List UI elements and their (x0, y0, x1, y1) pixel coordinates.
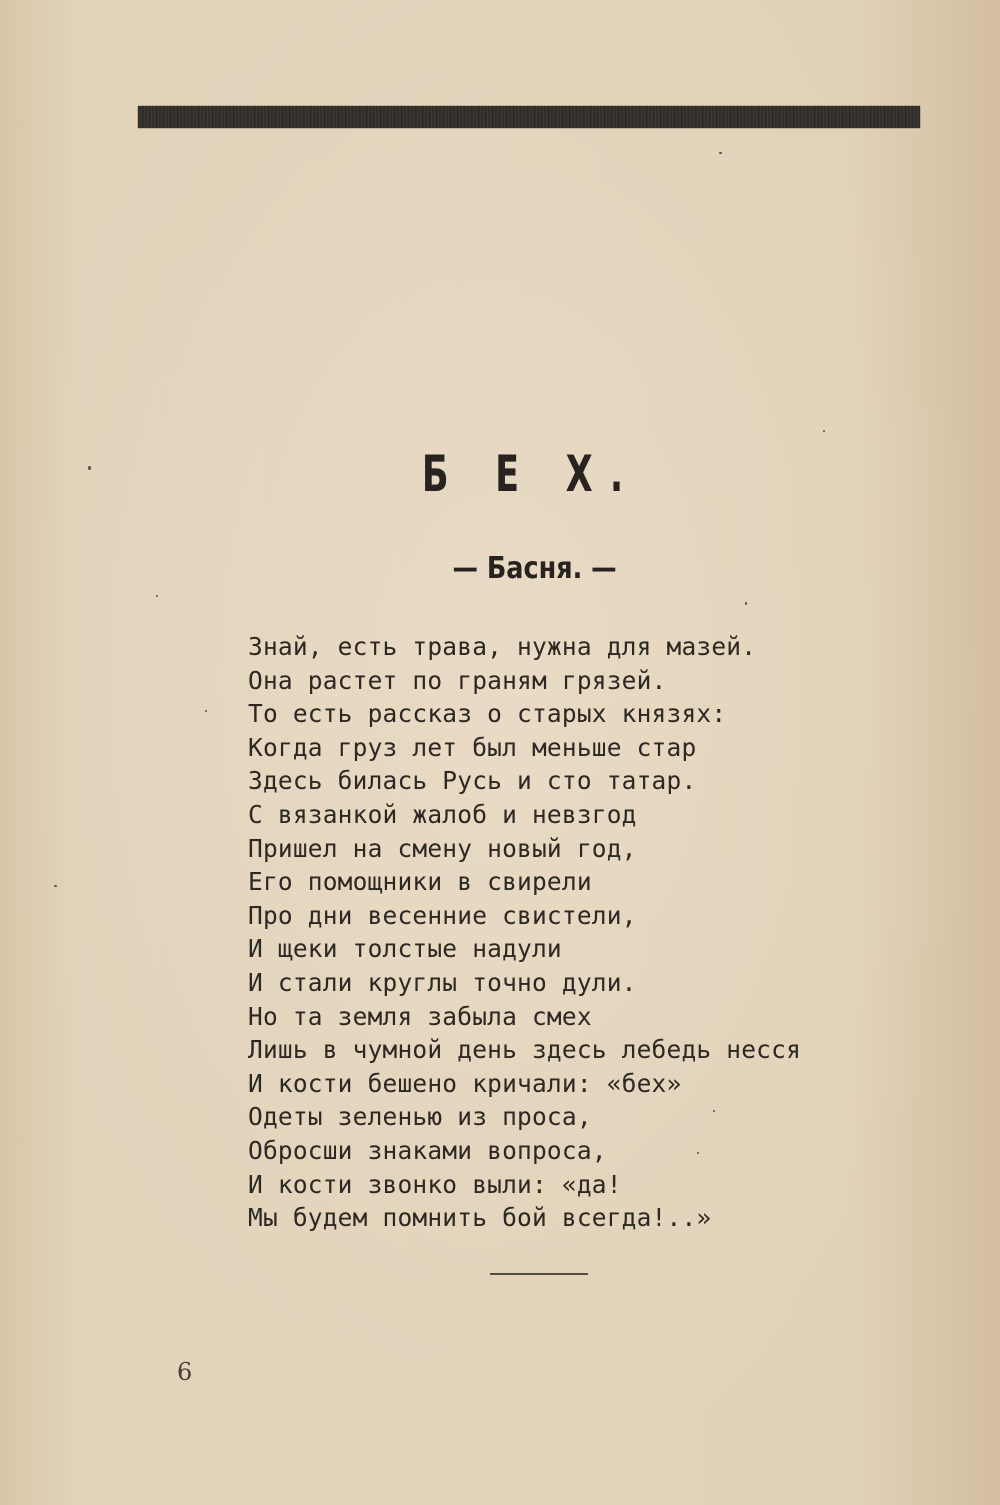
poem-line: Его помощники в свирели (248, 867, 592, 897)
subtitle-text: — Басня. — (452, 551, 618, 586)
paper-speck (697, 1152, 699, 1154)
paper-speck (88, 466, 91, 470)
poem-line: То есть рассказ о старых князях: (248, 699, 727, 729)
poem-line: Знай, есть трава, нужна для мазей. (248, 632, 757, 661)
page-number: 6 (177, 1358, 193, 1386)
poem-line: Одеты зеленью из проса, (248, 1102, 592, 1132)
poem-line: Здесь билась Русь и сто татар. (248, 766, 697, 796)
poem-line: И стали круглы точно дули. (248, 967, 637, 997)
paper-speck (156, 595, 158, 597)
poem-line: Мы будем помнить бой всегда!..» (248, 1203, 712, 1233)
poem-line: И щеки толстые надули (248, 934, 562, 964)
poem-line: И кости бешено кричали: «бех» (248, 1068, 682, 1098)
paper-speck (823, 430, 825, 432)
paper-speck (719, 152, 722, 154)
poem-line: Про дни весенние свистели, (248, 900, 637, 930)
poem-line: Обросши знаками вопроса, (248, 1135, 607, 1165)
paper-speck (205, 710, 207, 712)
poem-title: Б Е Х. (421, 445, 641, 503)
poem-line: С вязанкой жалоб и невзгод (248, 799, 637, 829)
poem-line: Пришел на смену новый год, (248, 833, 637, 863)
poem-line: И кости звонко выли: «да! (248, 1169, 622, 1199)
poem-body (248, 630, 868, 1235)
end-rule (490, 1273, 588, 1275)
poem-line: Она растет по граням грязей. (248, 665, 667, 695)
poem-subtitle (0, 551, 1000, 586)
paper-speck (713, 1110, 715, 1112)
poem-line: Лишь в чумной день здесь лебедь несся (248, 1035, 802, 1065)
poem-line: Когда груз лет был меньше стар (248, 732, 697, 762)
paper-speck (54, 885, 57, 887)
top-rule (138, 106, 920, 128)
poem-line: Но та земля забыла смех (248, 1001, 592, 1031)
paper-speck (745, 602, 747, 605)
